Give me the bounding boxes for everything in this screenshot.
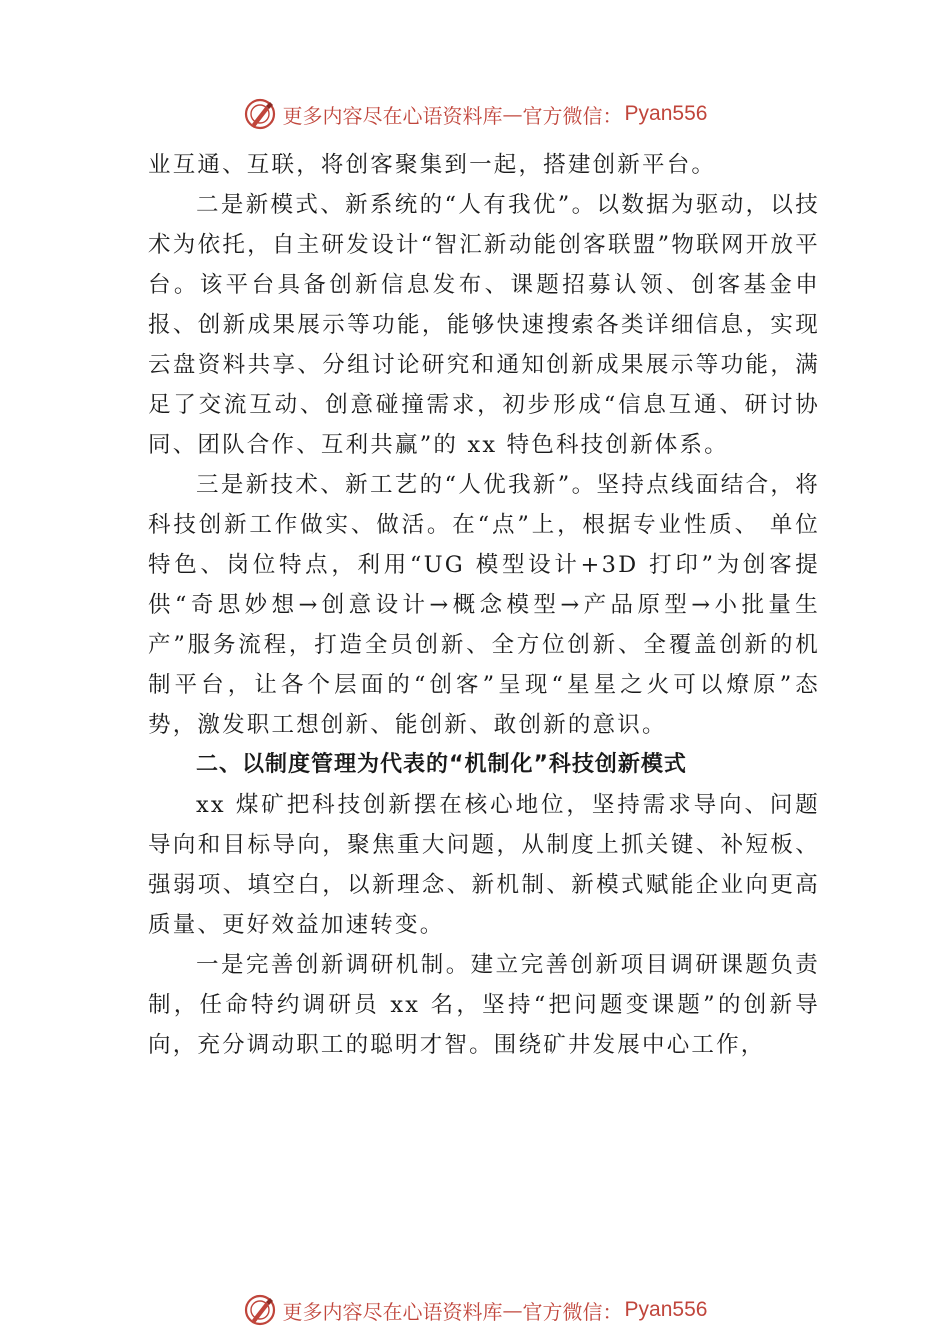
watermark-wechat-id: Pyan556 [624, 102, 708, 125]
pen-seal-icon [243, 1293, 277, 1327]
paragraph-continuation: 业互通、互联，将创客聚集到一起，搭建创新平台。 [148, 152, 717, 178]
paragraph-core-position: xx 煤矿把科技创新摆在核心地位，坚持需求导向、问题导向和目标导向，聚焦重大问题，从制度上抓关键、补短板、强弱项、填空白，以新理念、新机制、新模式赋能企业向更高质量、更好效益加速转变。 [148, 792, 820, 938]
watermark-wechat-label: 官方微信： [522, 103, 623, 128]
watermark-wechat-id: Pyan556 [624, 1298, 708, 1321]
watermark-title: 更多内容尽在心语资料库 [282, 103, 503, 128]
header-watermark [0, 92, 950, 136]
paragraph-new-model: 二是新模式、新系统的“人有我优”。以数据为驱动，以技术为依托，自主研发设计“智汇新动能创客联盟”物联网开放平台。该平台具备创新信息发布、课题招募认领、创客基金申报、创新成果展示等功能，能够快速搜索各类详细信息，实现云盘资料共享、分组讨论研究和通知创新成果展示等功能，满足了交流互动、创意碰撞需求，初步形成“信息互通、研讨协同、团队合作、互利共赢”的 xx 特色科技创新体系。 [148, 192, 820, 458]
watermark-separator: — [502, 1298, 523, 1322]
pen-seal-icon [243, 97, 277, 131]
paragraph-new-technology: 三是新技术、新工艺的“人优我新”。坚持点线面结合，将科技创新工作做实、做活。在“点”上，根据专业性质、 单位特色、岗位特点，利用“UG 模型设计+3D 打印”为创客提供“奇思妙想→创意设计→概念模型→产品原型→小批量生产”服务流程，打造全员创新、全方位创新、全覆盖创新的机制平台，让各个层面的“创客”呈现“星星之火可以燎原”态势，激发职工想创新、能创新、敢创新的意识。 [148, 472, 820, 738]
footer-watermark [0, 1288, 950, 1332]
document-body [148, 145, 820, 1065]
section-heading: 二、以制度管理为代表的“机制化”科技创新模式 [196, 752, 687, 777]
watermark-title: 更多内容尽在心语资料库 [282, 1299, 503, 1324]
paragraph-research-mechanism: 一是完善创新调研机制。建立完善创新项目调研课题负责制，任命特约调研员 xx 名，坚持“把问题变课题”的创新导向，充分调动职工的聪明才智。围绕矿井发展中心工作， [148, 952, 820, 1058]
watermark-separator: — [502, 102, 523, 126]
watermark-wechat-label: 官方微信： [522, 1299, 623, 1324]
